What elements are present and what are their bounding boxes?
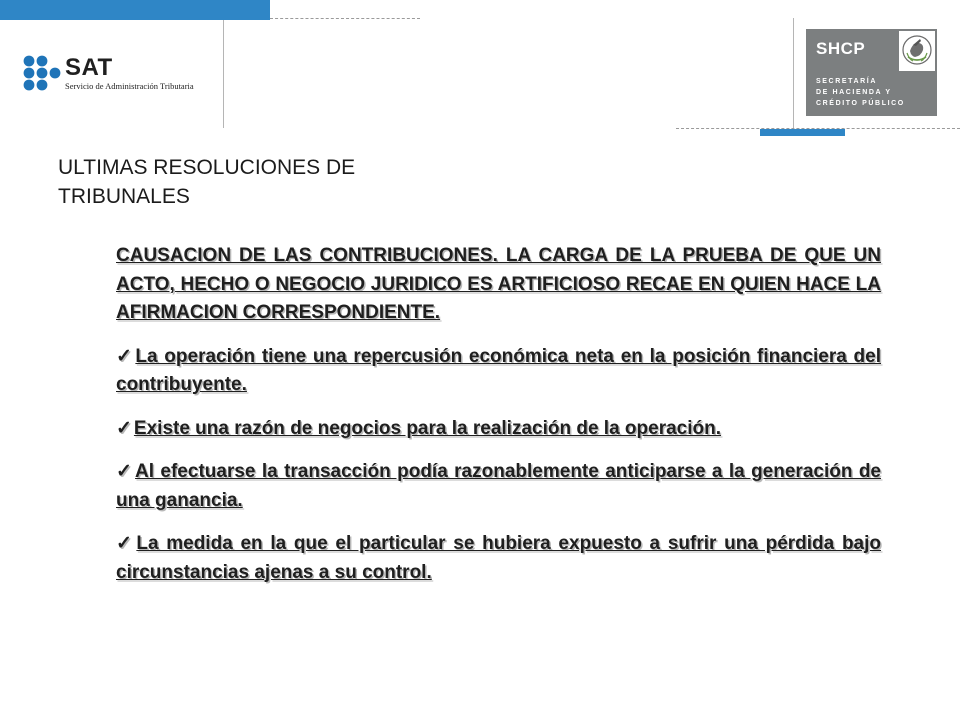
- shcp-line-1: SECRETARÍA: [816, 78, 877, 85]
- resolution-heading: CAUSACION DE LAS CONTRIBUCIONES. LA CARGA DE LA PRUEBA DE QUE UN ACTO, HECHO O NEGOCIO JURIDICO ES ARTIFICIOSO RECAE EN QUIEN HACE LA AFIRMACION CORRESPONDIENTE.: [116, 245, 881, 323]
- slide-title: ULTIMAS RESOLUCIONES DE TRIBUNALES: [58, 156, 356, 208]
- shcp-line-3: CRÉDITO PÚBLICO: [816, 100, 905, 107]
- sat-acronym: SAT: [65, 54, 113, 81]
- list-item: [116, 458, 881, 515]
- shcp-logo: [806, 29, 937, 116]
- sat-full-name: Servicio de Administración Tributaria: [65, 81, 194, 91]
- list-item: [116, 343, 881, 400]
- mexican-coat-of-arms-icon: [899, 31, 935, 71]
- criteria-list: [116, 343, 881, 588]
- shcp-line-2: DE HACIENDA Y: [816, 89, 892, 96]
- header-accent-bar: [760, 129, 845, 136]
- top-dashed-divider: [270, 18, 420, 19]
- list-item-text: La medida en la que el particular se hubiera expuesto a sufrir una pérdida bajo circunstancias ajenas a su control.: [116, 533, 882, 583]
- list-item: [116, 530, 881, 587]
- sat-dots-icon: [22, 55, 62, 91]
- check-mark-icon: ✓: [116, 345, 134, 367]
- check-mark-icon: ✓: [116, 461, 134, 482]
- list-item-text: Existe una razón de negocios para la realización de la operación.: [133, 417, 722, 439]
- right-vertical-divider: [793, 18, 794, 130]
- sat-logo: [22, 55, 222, 95]
- top-accent-bar: [0, 0, 270, 20]
- check-mark-icon: ✓: [116, 533, 135, 554]
- list-item: [116, 415, 881, 444]
- shcp-acronym: SHCP: [816, 39, 866, 58]
- check-mark-icon: ✓: [116, 417, 132, 439]
- list-item-text: La operación tiene una repercusión económica neta en la posición financiera del contribuyente.: [116, 345, 882, 395]
- left-vertical-divider: [223, 20, 224, 128]
- list-item-text: Al efectuarse la transacción podía razonablemente anticiparse a la generación de una ganancia.: [116, 461, 882, 511]
- slide-content: [116, 242, 881, 602]
